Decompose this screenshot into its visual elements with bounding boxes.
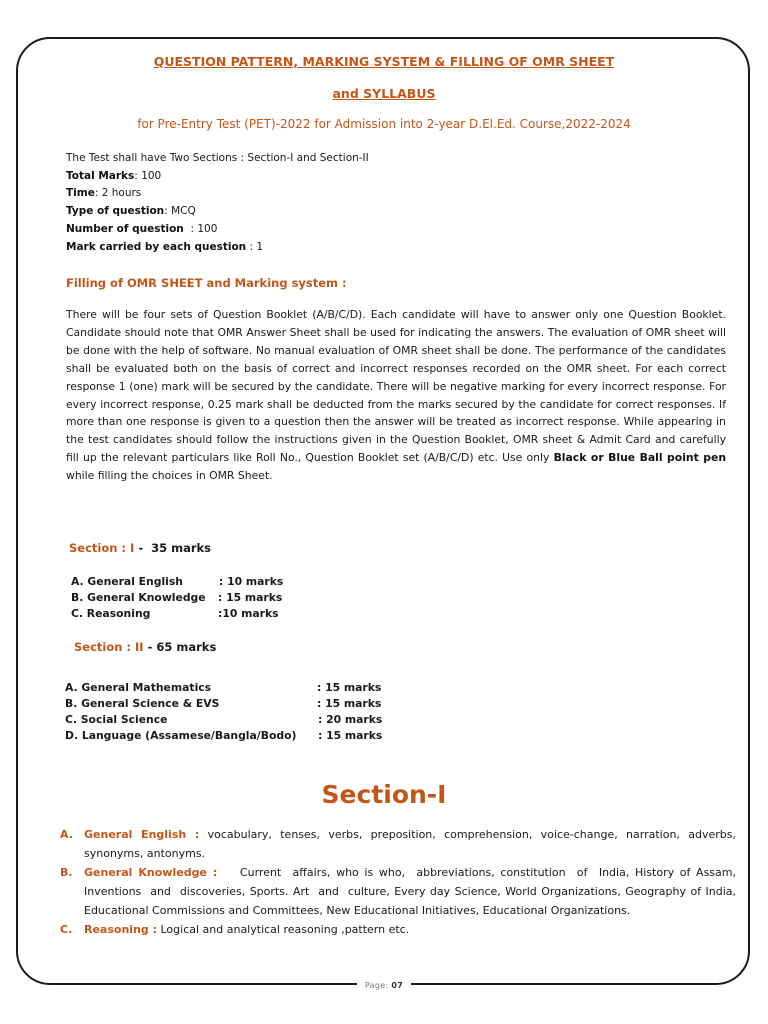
info-label: Mark carried by each question [66, 240, 247, 253]
section1-label: Section : I [69, 541, 135, 555]
subject-name: C. Social Science [65, 713, 168, 726]
info-question-type [66, 203, 369, 221]
info-sep: : [94, 187, 102, 200]
section1-total: - 35 marks [134, 541, 212, 555]
marks-row [65, 680, 395, 696]
subject-name: D. Language (Assamese/Bangla/Bodo) [65, 729, 297, 742]
info-value: 100 [197, 222, 218, 235]
item-text: Current affairs, who is who, abbreviations, constitution of India, History of Assam, Inventions and discoveries, Sports. Art and culture, Every day Science, World Organizations, Geography of India, Educational Commissions and Committees, New Educational Initiatives, Educational Organizations. [84, 866, 740, 917]
test-info [66, 150, 369, 256]
subject-marks: : 15 marks [218, 591, 283, 604]
omr-pen-instruction: Black or Blue Ball point pen [553, 451, 727, 465]
item-text: vocabulary, tenses, verbs, preposition, comprehension, voice-change, narration, adverbs, synonyms, antonyms. [84, 828, 736, 860]
section2-marks-list [65, 680, 395, 744]
subject-name: A. General Mathematics [65, 681, 212, 694]
item-letter: C. [60, 923, 73, 936]
omr-paragraph-end: while filling the choices in OMR Sheet. [66, 469, 273, 483]
item-letter: A. [60, 828, 73, 841]
section2-marks-heading [74, 640, 216, 654]
page-title-line2: and SYLLABUS [332, 86, 436, 101]
omr-heading: Filling of OMR SHEET and Marking system : [66, 276, 347, 290]
section2-label: Section : II [74, 640, 144, 654]
info-sep: : [183, 222, 198, 235]
section1-marks-list [71, 574, 331, 622]
info-value: 2 hours [101, 187, 142, 200]
item-title: General English : [84, 828, 200, 841]
omr-paragraph [66, 306, 726, 485]
item-text: Logical and analytical reasoning ,pattern etc. [157, 923, 410, 936]
page-subtitle: for Pre-Entry Test (PET)-2022 for Admission into 2-year D.El.Ed. Course,2022-2024 [137, 117, 631, 131]
subject-marks: :10 marks [218, 607, 279, 620]
item-title: Reasoning : [84, 923, 157, 936]
info-label: Total Marks [66, 169, 135, 182]
info-sep: : [246, 240, 257, 253]
page-number [357, 981, 411, 990]
subject-marks: : 15 marks [317, 697, 382, 710]
item-letter: B. [60, 866, 73, 879]
syllabus-item [60, 825, 736, 863]
section2-total: - 65 marks [143, 640, 217, 654]
subject-marks: : 10 marks [219, 575, 284, 588]
info-label: Type of question [66, 205, 165, 218]
marks-row [65, 728, 395, 744]
test-intro: The Test shall have Two Sections : Section-I and Section-II [66, 152, 369, 164]
info-sep: : [134, 169, 142, 182]
marks-row [65, 712, 395, 728]
subject-marks: : 20 marks [318, 713, 383, 726]
item-title: General Knowledge : [84, 866, 218, 879]
subject-name: A. General English [71, 575, 183, 588]
subject-name: B. General Science & EVS [65, 697, 220, 710]
omr-paragraph-text: There will be four sets of Question Booklet (A/B/C/D). Each candidate will have to answer only one Question Booklet. Candidate should note that OMR Answer Sheet shall be used for indicating the answers. The evaluation of OMR sheet will be done with the help of software. No manual evaluation of OMR sheet shall be done. The performance of the candidates shall be evaluated both on the basis of correct and incorrect responses recorded on the OMR sheet. For each correct response 1 (one) mark will be secured by the candidate. There will be negative marking for every incorrect response. For every incorrect response, 0.25 mark shall be deducted from the marks secured by the candidate for correct responses. If more than one response is given to a question then the answer will be treated as incorrect response. While appearing in the test candidates should follow the instructions given in the Question Booklet, OMR sheet & Admit Card and carefully fill up the relevant particulars like Roll No., Question Booklet set (A/B/C/D) etc. Use only [66, 308, 726, 465]
subject-name: C. Reasoning [71, 607, 151, 620]
page-number-value: 07 [391, 980, 404, 990]
syllabus-item [60, 920, 736, 939]
syllabus-item [60, 863, 740, 920]
info-question-count [66, 221, 369, 239]
marks-row [71, 606, 331, 622]
info-label: Time [66, 187, 95, 200]
syllabus-heading: Section-I [321, 780, 447, 809]
syllabus-list [60, 825, 740, 939]
info-value: 100 [141, 169, 162, 182]
subject-marks: : 15 marks [317, 681, 382, 694]
info-mark-per-question [66, 239, 369, 257]
section1-marks-heading [69, 541, 211, 555]
marks-row [65, 696, 395, 712]
marks-row [71, 590, 331, 606]
page-footer [0, 976, 768, 994]
info-sep: : [164, 205, 172, 218]
subject-marks: : 15 marks [318, 729, 383, 742]
info-label: Number of question [66, 222, 184, 235]
info-value: 1 [256, 240, 264, 253]
info-total-marks [66, 168, 369, 186]
marks-row [71, 574, 331, 590]
info-value: MCQ [171, 205, 196, 218]
info-time [66, 185, 369, 203]
page-title-line1: QUESTION PATTERN, MARKING SYSTEM & FILLING OF OMR SHEET [153, 54, 615, 69]
subject-name: B. General Knowledge [71, 591, 206, 604]
page-label: Page: [364, 980, 392, 990]
